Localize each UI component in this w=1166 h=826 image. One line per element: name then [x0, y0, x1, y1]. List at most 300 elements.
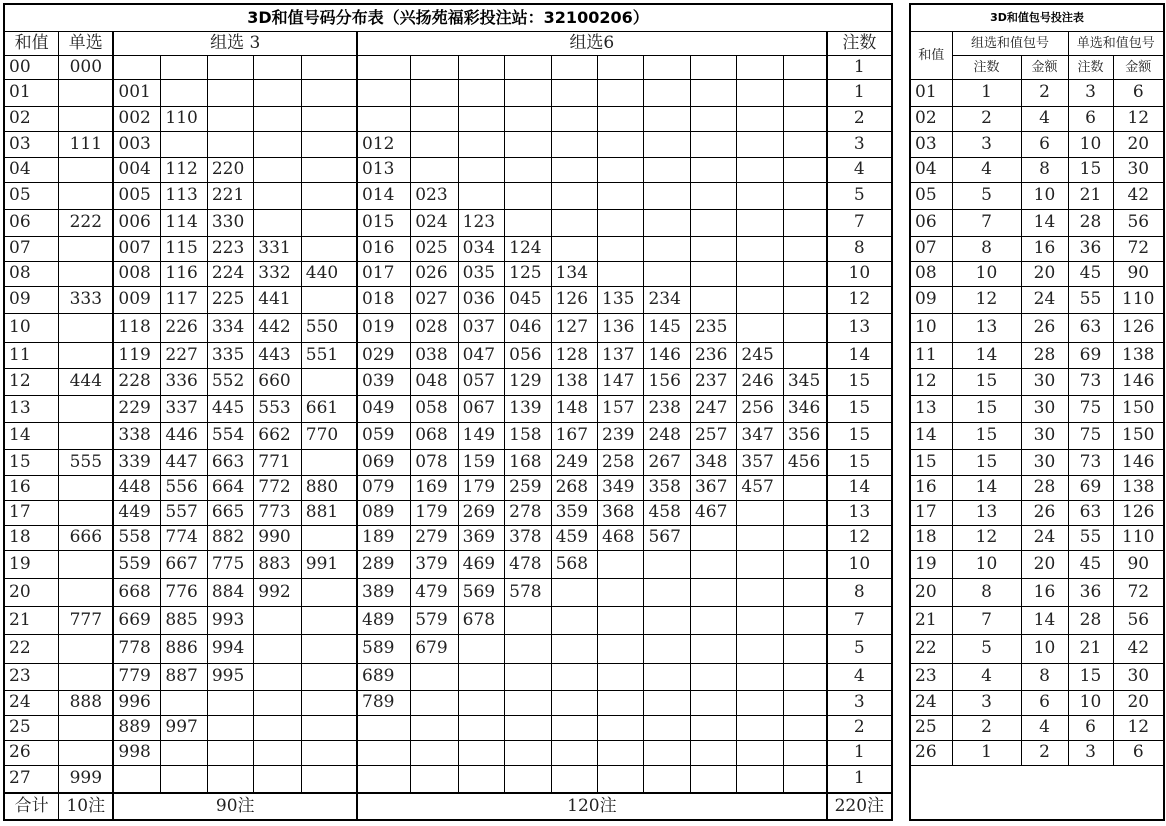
group3-cell [254, 606, 301, 634]
group3-cell [207, 690, 253, 715]
count-cell: 7 [827, 606, 892, 634]
table-row [910, 525, 1164, 550]
side-value-cell: 21 [1068, 634, 1113, 663]
side-value-cell: 15 [952, 422, 1021, 449]
table-row [4, 182, 892, 209]
group3-cell: 337 [161, 395, 207, 422]
group6-cell: 024 [411, 209, 458, 236]
group6-cell: 149 [458, 422, 504, 449]
group6-cell [737, 55, 783, 79]
group6-cell [598, 765, 644, 793]
group3-cell [161, 55, 207, 79]
side-value-cell: 7 [952, 606, 1021, 634]
side-value-cell: 8 [952, 236, 1021, 261]
group6-cell: 456 [783, 449, 826, 475]
group6-cell [690, 209, 736, 236]
single-cell: 666 [59, 525, 114, 550]
table-row [910, 422, 1164, 449]
side-value-cell: 13 [952, 500, 1021, 525]
group6-cell: 248 [644, 422, 690, 449]
group6-cell [783, 765, 826, 793]
single-cell [59, 261, 114, 286]
table-row [910, 606, 1164, 634]
group6-cell: 138 [551, 368, 597, 395]
group6-cell: 378 [505, 525, 551, 550]
group3-cell: 443 [254, 342, 301, 368]
group6-cell [505, 715, 551, 740]
group6-cell [644, 690, 690, 715]
group6-cell [783, 500, 826, 525]
side-value-cell: 146 [1113, 449, 1164, 475]
group3-cell: 990 [254, 525, 301, 550]
group6-cell: 034 [458, 236, 504, 261]
sum-cell: 10 [4, 313, 59, 342]
count-cell: 15 [827, 368, 892, 395]
group3-cell: 998 [113, 740, 160, 765]
side-value-cell: 55 [1068, 286, 1113, 313]
group6-cell [783, 286, 826, 313]
group6-cell: 247 [690, 395, 736, 422]
group3-cell: 002 [113, 106, 160, 131]
group3-cell: 556 [161, 475, 207, 500]
table-row [4, 342, 892, 368]
group6-cell [505, 690, 551, 715]
group6-cell [783, 157, 826, 182]
group6-cell [690, 236, 736, 261]
side-sum-cell: 17 [910, 500, 952, 525]
group3-cell [254, 106, 301, 131]
group3-cell: 776 [161, 578, 207, 606]
group6-cell: 026 [411, 261, 458, 286]
group6-cell: 017 [357, 261, 411, 286]
group6-cell: 279 [411, 525, 458, 550]
group3-cell: 992 [254, 578, 301, 606]
group3-cell: 335 [207, 342, 253, 368]
side-value-cell: 7 [952, 209, 1021, 236]
group3-cell [161, 79, 207, 106]
group6-cell: 469 [458, 550, 504, 578]
group6-cell: 278 [505, 500, 551, 525]
group3-cell: 003 [113, 131, 160, 157]
group3-cell: 665 [207, 500, 253, 525]
group3-cell [254, 765, 301, 793]
side-value-cell: 8 [1021, 663, 1068, 690]
header-count: 注数 [827, 31, 892, 55]
group6-cell [644, 157, 690, 182]
side-value-cell: 28 [1068, 606, 1113, 634]
count-cell: 13 [827, 500, 892, 525]
group6-cell [690, 740, 736, 765]
single-cell [59, 740, 114, 765]
single-cell [59, 182, 114, 209]
group3-cell: 339 [113, 449, 160, 475]
group3-cell [207, 131, 253, 157]
count-cell: 7 [827, 209, 892, 236]
group6-cell: 189 [357, 525, 411, 550]
count-cell: 3 [827, 131, 892, 157]
group6-cell [783, 634, 826, 663]
group6-cell [644, 79, 690, 106]
group3-cell: 226 [161, 313, 207, 342]
header-sum: 和值 [4, 31, 59, 55]
side-title: 3D和值包号投注表 [910, 4, 1164, 31]
group3-cell: 114 [161, 209, 207, 236]
group3-cell: 117 [161, 286, 207, 313]
group3-cell: 008 [113, 261, 160, 286]
single-cell [59, 342, 114, 368]
group6-cell: 045 [505, 286, 551, 313]
group3-cell: 886 [161, 634, 207, 663]
total-count: 220注 [827, 793, 892, 820]
sum-cell: 14 [4, 422, 59, 449]
count-cell: 15 [827, 449, 892, 475]
group6-cell [505, 182, 551, 209]
group6-cell: 349 [598, 475, 644, 500]
single-cell: 444 [59, 368, 114, 395]
group3-cell: 668 [113, 578, 160, 606]
group3-cell: 558 [113, 525, 160, 550]
side-value-cell: 150 [1113, 422, 1164, 449]
side-value-cell: 26 [1021, 500, 1068, 525]
single-cell [59, 663, 114, 690]
group3-cell: 997 [161, 715, 207, 740]
table-row [4, 606, 892, 634]
single-cell [59, 422, 114, 449]
side-value-cell: 30 [1021, 368, 1068, 395]
single-cell: 777 [59, 606, 114, 634]
group6-cell [737, 606, 783, 634]
sum-cell: 17 [4, 500, 59, 525]
group6-cell [737, 525, 783, 550]
side-value-cell: 63 [1068, 500, 1113, 525]
group6-cell: 047 [458, 342, 504, 368]
group6-cell [783, 342, 826, 368]
group3-cell [254, 55, 301, 79]
side-value-cell: 73 [1068, 368, 1113, 395]
group6-cell [411, 663, 458, 690]
table-row [910, 79, 1164, 106]
group6-cell [551, 79, 597, 106]
side-value-cell: 14 [1021, 606, 1068, 634]
side-value-cell: 69 [1068, 475, 1113, 500]
side-value-cell: 10 [952, 261, 1021, 286]
table-row [910, 740, 1164, 765]
side-header-amount: 金额 [1113, 55, 1164, 79]
group3-cell [301, 606, 357, 634]
page-title: 3D和值号码分布表（兴扬苑福彩投注站：32100206） [4, 4, 892, 31]
side-value-cell: 28 [1068, 209, 1113, 236]
group3-cell: 001 [113, 79, 160, 106]
group6-cell [598, 634, 644, 663]
side-value-cell: 14 [1021, 209, 1068, 236]
side-value-cell: 21 [1068, 182, 1113, 209]
group6-cell [644, 550, 690, 578]
side-value-cell: 20 [1021, 550, 1068, 578]
group6-cell [551, 690, 597, 715]
group6-cell: 057 [458, 368, 504, 395]
side-sum-cell: 02 [910, 106, 952, 131]
group6-cell: 148 [551, 395, 597, 422]
sum-cell: 19 [4, 550, 59, 578]
group3-cell: 883 [254, 550, 301, 578]
group6-cell [598, 55, 644, 79]
side-value-cell: 16 [1021, 578, 1068, 606]
group6-cell [411, 157, 458, 182]
group6-cell [783, 106, 826, 131]
table-row [4, 475, 892, 500]
group6-cell: 068 [411, 422, 458, 449]
group6-cell [737, 79, 783, 106]
table-row [910, 131, 1164, 157]
group6-cell [737, 131, 783, 157]
side-value-cell: 16 [1021, 236, 1068, 261]
group3-cell [301, 157, 357, 182]
side-value-cell: 45 [1068, 261, 1113, 286]
group6-cell [783, 690, 826, 715]
sum-package-table [909, 3, 1165, 821]
group3-cell: 559 [113, 550, 160, 578]
group6-cell [644, 106, 690, 131]
group6-cell [690, 131, 736, 157]
group6-cell [690, 79, 736, 106]
group3-cell [207, 740, 253, 765]
single-cell [59, 236, 114, 261]
group6-cell [551, 209, 597, 236]
side-value-cell: 150 [1113, 395, 1164, 422]
group6-cell [783, 236, 826, 261]
group3-cell [161, 131, 207, 157]
group3-cell: 224 [207, 261, 253, 286]
group6-cell: 367 [690, 475, 736, 500]
side-value-cell: 15 [952, 449, 1021, 475]
count-cell: 15 [827, 422, 892, 449]
table-row [4, 690, 892, 715]
group6-cell [598, 79, 644, 106]
table-row [4, 131, 892, 157]
group6-cell [737, 765, 783, 793]
side-value-cell: 36 [1068, 578, 1113, 606]
group3-cell: 778 [113, 634, 160, 663]
group6-cell [505, 157, 551, 182]
group6-cell: 389 [357, 578, 411, 606]
group3-cell: 006 [113, 209, 160, 236]
group6-cell [551, 106, 597, 131]
group6-cell [783, 209, 826, 236]
group3-cell: 995 [207, 663, 253, 690]
table-row [910, 236, 1164, 261]
group3-cell: 880 [301, 475, 357, 500]
group3-cell [301, 368, 357, 395]
table-row [4, 740, 892, 765]
group6-cell [737, 209, 783, 236]
group6-cell: 037 [458, 313, 504, 342]
side-header-bets: 注数 [1068, 55, 1113, 79]
group6-cell: 578 [505, 578, 551, 606]
group3-cell [301, 715, 357, 740]
table-row [4, 525, 892, 550]
group3-cell [254, 157, 301, 182]
table-row [4, 55, 892, 79]
group3-cell: 772 [254, 475, 301, 500]
group6-cell: 789 [357, 690, 411, 715]
side-value-cell: 14 [952, 342, 1021, 368]
group3-cell: 884 [207, 578, 253, 606]
group3-cell [301, 740, 357, 765]
side-value-cell: 24 [1021, 525, 1068, 550]
side-value-cell: 90 [1113, 261, 1164, 286]
group6-cell: 179 [411, 500, 458, 525]
side-sum-cell: 11 [910, 342, 952, 368]
group6-cell: 489 [357, 606, 411, 634]
group6-cell [690, 261, 736, 286]
group3-cell [207, 765, 253, 793]
table-row [910, 663, 1164, 690]
group6-cell [458, 740, 504, 765]
single-cell: 888 [59, 690, 114, 715]
sum-cell: 11 [4, 342, 59, 368]
group3-cell: 993 [207, 606, 253, 634]
group6-cell: 235 [690, 313, 736, 342]
single-cell: 999 [59, 765, 114, 793]
group3-cell: 661 [301, 395, 357, 422]
group6-cell [551, 606, 597, 634]
group3-cell: 994 [207, 634, 253, 663]
group6-cell: 157 [598, 395, 644, 422]
count-cell: 5 [827, 182, 892, 209]
group6-cell: 249 [551, 449, 597, 475]
group6-cell [505, 663, 551, 690]
group3-cell [254, 182, 301, 209]
group6-cell [505, 634, 551, 663]
group6-cell [644, 578, 690, 606]
sum-cell: 25 [4, 715, 59, 740]
sum-cell: 18 [4, 525, 59, 550]
group3-cell: 119 [113, 342, 160, 368]
table-row [910, 578, 1164, 606]
header-group6: 组选6 [357, 31, 827, 55]
single-cell [59, 79, 114, 106]
sum-cell: 24 [4, 690, 59, 715]
group3-cell [207, 715, 253, 740]
side-value-cell: 20 [1113, 690, 1164, 715]
group3-cell: 227 [161, 342, 207, 368]
group3-cell: 663 [207, 449, 253, 475]
side-sum-cell: 13 [910, 395, 952, 422]
side-value-cell: 14 [952, 475, 1021, 500]
side-value-cell: 1 [952, 740, 1021, 765]
side-value-cell: 13 [952, 313, 1021, 342]
group6-cell: 027 [411, 286, 458, 313]
group3-cell: 664 [207, 475, 253, 500]
group6-cell [598, 182, 644, 209]
group6-cell [644, 740, 690, 765]
side-value-cell: 126 [1113, 313, 1164, 342]
group3-cell: 113 [161, 182, 207, 209]
group6-cell: 159 [458, 449, 504, 475]
group6-cell [598, 209, 644, 236]
side-value-cell: 1 [952, 79, 1021, 106]
group6-cell: 137 [598, 342, 644, 368]
group6-cell: 468 [598, 525, 644, 550]
side-value-cell: 5 [952, 634, 1021, 663]
group6-cell: 158 [505, 422, 551, 449]
group6-cell [505, 209, 551, 236]
group3-cell: 228 [113, 368, 160, 395]
group6-cell: 357 [737, 449, 783, 475]
group6-cell: 379 [411, 550, 458, 578]
group6-cell [690, 286, 736, 313]
group3-cell: 887 [161, 663, 207, 690]
side-value-cell: 3 [952, 690, 1021, 715]
count-cell: 14 [827, 475, 892, 500]
group3-cell [301, 79, 357, 106]
table-row [910, 550, 1164, 578]
group3-cell: 330 [207, 209, 253, 236]
group3-cell: 889 [113, 715, 160, 740]
single-cell [59, 106, 114, 131]
side-sum-cell: 14 [910, 422, 952, 449]
group6-cell [598, 606, 644, 634]
group6-cell [551, 715, 597, 740]
table-row [910, 395, 1164, 422]
group3-cell: 885 [161, 606, 207, 634]
group3-cell [301, 131, 357, 157]
count-cell: 2 [827, 715, 892, 740]
group3-cell: 552 [207, 368, 253, 395]
side-header-sum: 和值 [910, 31, 952, 79]
group3-cell [301, 578, 357, 606]
side-sum-cell: 04 [910, 157, 952, 182]
group3-cell: 774 [161, 525, 207, 550]
group3-cell: 009 [113, 286, 160, 313]
header-single: 单选 [59, 31, 114, 55]
group6-cell [458, 663, 504, 690]
group3-cell: 338 [113, 422, 160, 449]
group6-cell: 124 [505, 236, 551, 261]
side-header-bets: 注数 [952, 55, 1021, 79]
group3-cell [254, 79, 301, 106]
side-empty-footer [910, 765, 1164, 820]
side-value-cell: 69 [1068, 342, 1113, 368]
group6-cell [458, 131, 504, 157]
group6-cell: 347 [737, 422, 783, 449]
single-cell [59, 500, 114, 525]
group3-cell [254, 209, 301, 236]
table-row [4, 715, 892, 740]
count-cell: 1 [827, 79, 892, 106]
group6-cell: 369 [458, 525, 504, 550]
group6-cell: 245 [737, 342, 783, 368]
sum-cell: 00 [4, 55, 59, 79]
group6-cell [737, 261, 783, 286]
sum-cell: 07 [4, 236, 59, 261]
group3-cell: 223 [207, 236, 253, 261]
group6-cell: 028 [411, 313, 458, 342]
table-row [910, 634, 1164, 663]
group6-cell: 168 [505, 449, 551, 475]
group6-cell: 015 [357, 209, 411, 236]
group3-cell: 553 [254, 395, 301, 422]
group6-cell: 679 [411, 634, 458, 663]
group6-cell [458, 182, 504, 209]
group6-cell: 237 [690, 368, 736, 395]
single-cell: 222 [59, 209, 114, 236]
count-cell: 14 [827, 342, 892, 368]
side-value-cell: 75 [1068, 395, 1113, 422]
group3-cell: 112 [161, 157, 207, 182]
group6-cell [690, 106, 736, 131]
group6-cell [783, 261, 826, 286]
